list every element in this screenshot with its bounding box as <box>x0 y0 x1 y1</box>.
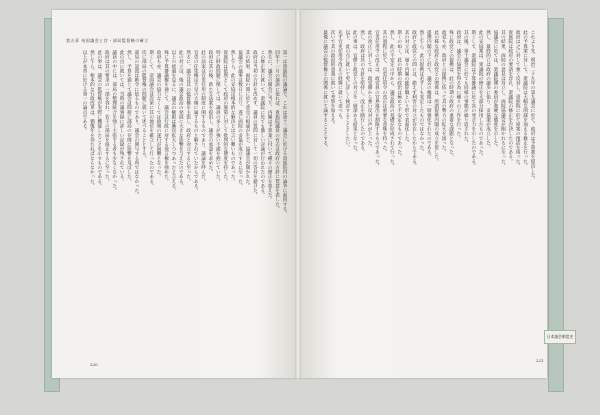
left-page-text <box>64 50 286 352</box>
text-column: 協議会に於ては、衆議院側の委員が強硬な態度を示した。 <box>492 30 498 150</box>
text-column: 部局の設置は勅令に依るものであり、議会の関与する所ではなかった。 <box>133 50 139 198</box>
text-column: 次に部局の監督権の問題に就いて述べることとする。 <box>141 50 147 161</box>
text-column: 先ず官吏任用令改正の経緯に就いて述べる。 <box>337 30 343 122</box>
text-column: 然し、政府は其の方針を堅持し、改正を断行したのである。 <box>359 30 365 155</box>
text-column: 最後に議会の監督権との関係に就いて論ずることとする。 <box>322 30 328 150</box>
text-column: 特に財政問題に関しては、議員の多くが強い不満を抱いていた。 <box>215 50 221 184</box>
text-column: 以下、此の点に就いて更に詳しく検討することとしたい。 <box>344 30 350 150</box>
text-column: 政府は之に対して強く反対し、貴族院に於て原案の復活を図った。 <box>515 30 521 168</box>
text-column: 斯くして、帝国議会は次第に其の地位を確立して行ったのである。 <box>148 50 154 188</box>
text-column: 同年十一月の演説に依れば、貴族院議員の有志は政府の方針に賛意を表した。 <box>274 50 280 211</box>
text-column: 政府は其の要求の一部を容れ、若干の部局を廃止するに至った。 <box>104 50 110 184</box>
text-column: 第一は貴族院の議論で、これは第十二議会に於ける貴族院内の論争に起因する。 <box>282 50 287 216</box>
text-column: 貴族院は政府の要請を容れ、衆議院の修正を否決したのである。 <box>507 30 513 164</box>
text-column: 其の後、第十議会に於ても同様の事態が繰り返された。 <box>463 30 469 145</box>
text-column: 然るに、議会は其の監督権を主張し、政府と対立するに至った。 <box>185 50 191 184</box>
text-column: 以上の経過を見るに、議会の権限は漸次拡大しつつあったと言える。 <box>170 50 176 193</box>
text-column: 此の妥協案は、衆議院の修正を大部分採用したものであった。 <box>478 30 484 159</box>
text-column: 斯くして、衆議院は予算審議に於て其の発言力を示したのである。 <box>470 30 476 168</box>
text-column: 然し、予算を通じて議会は間接に部局の存廃に影響を及ぼした。 <box>126 50 132 184</box>
text-column: 然し、此の不安定の中から、議会政治の基礎が形成されて行った。 <box>389 30 395 168</box>
text-column: 政府も亦、議会の協力なくしては政策の遂行が困難となった。 <box>156 50 162 179</box>
text-column: 此の点に就いては、当時の議事録に詳しい記録が残されている。 <box>119 50 125 184</box>
text-column: 政党も亦、政府との提携に依って其の勢力の拡大を図った。 <box>441 30 447 155</box>
text-column: 殊に予算審議権を通じて、議会は行政に対する発言権を強めた。 <box>163 50 169 184</box>
text-column: 斯くの如く、此の時期の政治は極めて不安定なものであった。 <box>396 30 402 159</box>
right-page-number: 221 <box>536 358 544 363</box>
text-column: 此の予算案に対して、衆議院は大幅な削減を加える修正を行った。 <box>522 30 528 168</box>
text-column: これより先、明治二十九年の第九議会に於て、政府は予算案を提出した。 <box>530 30 535 182</box>
text-column: 然し乍ら、根本的な行政改革は、猶後年を待たねばならなかった。 <box>89 50 95 188</box>
text-column: 次いで其の政治的意義に就いて考察を加える。 <box>330 30 336 127</box>
text-column: この修正案に就いて、衆議院に於ても激しい討論が行われたのである。 <box>259 50 265 198</box>
text-column: 然るに、議会の開会に当り、内閣は予算案に付いて種々の修正を加えた。 <box>267 50 273 202</box>
text-column: 然し、最終的には政府の譲歩に依り、妥協案が成立した。 <box>485 30 491 150</box>
text-column: 然し乍ら、此の妥協は根本的な解決とは言い難いものであった。 <box>230 50 236 184</box>
text-column: 貴族院は依然として政府の施策に対して批判的な態度を持した。 <box>222 50 228 184</box>
right-page-text <box>312 30 534 352</box>
text-column: 協議会の議事は数日に亘り、遂に両院の妥協が成立するに至った。 <box>237 50 243 188</box>
text-column: 此の事は、議会の監督権が実際に機能したことを示すものである。 <box>96 50 102 188</box>
text-column: 其の対立は、屡々内閣の総辞職という形で表面化した。 <box>404 30 410 145</box>
text-column: 政府と政党との間には、絶えず利害の対立が存在したからである。 <box>411 30 417 168</box>
text-column: 官吏任用令の改正は、政党員の官界進出を制限するものであった。 <box>374 30 380 168</box>
text-column: 官吏の任免権は天皇の大権に属するものと解されていたからである。 <box>193 50 199 193</box>
text-column: 殊に政党との提携は、此の時期の政府の重要な課題となった。 <box>448 30 454 159</box>
bookmark-slip: 日本議会制度史 <box>544 330 576 344</box>
left-page-number: 220 <box>90 362 98 367</box>
text-column: 以上が本章に於ける第一の論点である。 <box>82 50 88 133</box>
text-column: 其の結果、両院の間に於て意見の相違が生じ、協議会が開かれた。 <box>244 50 250 188</box>
text-column: 此の事は、官僚と政党との対立を一層深める結果となった。 <box>352 30 358 155</box>
book-gutter <box>295 10 301 378</box>
text-column: 政府は其の後、新たな法案を提出し、議会の承認を求めた。 <box>207 50 213 175</box>
running-head: 第五章 帝国議会と官・部局監督権の確立 <box>66 38 149 43</box>
text-column: 此の法案は官吏任用の制度に関するものであり、議論を呼んだ。 <box>200 50 206 184</box>
text-column: 此の対立は、後の議会政治の発展に大きな影響を与えたのである。 <box>178 50 184 188</box>
text-column: 議員の中には、部局の整理統合を強く主張する者も少なくなかった。 <box>111 50 117 193</box>
text-column: 政府は、議会の協賛を得る為に種々の工作を行った。 <box>455 30 461 141</box>
text-column: 此の様な政府と政党との関係は、所謂提携内閣の成立を促した。 <box>433 30 439 164</box>
text-column: 政府は当初の方針を改めず、議員の質問に対して一切の答弁を避けた。 <box>252 50 258 198</box>
text-column: 然し乍ら、此の提携は必ずしも安定したものではなかった。 <box>418 30 424 155</box>
text-column: 其の過程に於て、官吏任用令の改正は重要な意味を持った。 <box>381 30 387 155</box>
text-column: 此の改正に対しては、政党側から強い反対の声が上った。 <box>367 30 373 150</box>
text-column: 其の結果、両院の意見は対立し、両院協議会が開かれるに至った。 <box>500 30 506 168</box>
text-column: 提携内閣の下に於て、議会の権限は一層強化されたのである。 <box>426 30 432 159</box>
